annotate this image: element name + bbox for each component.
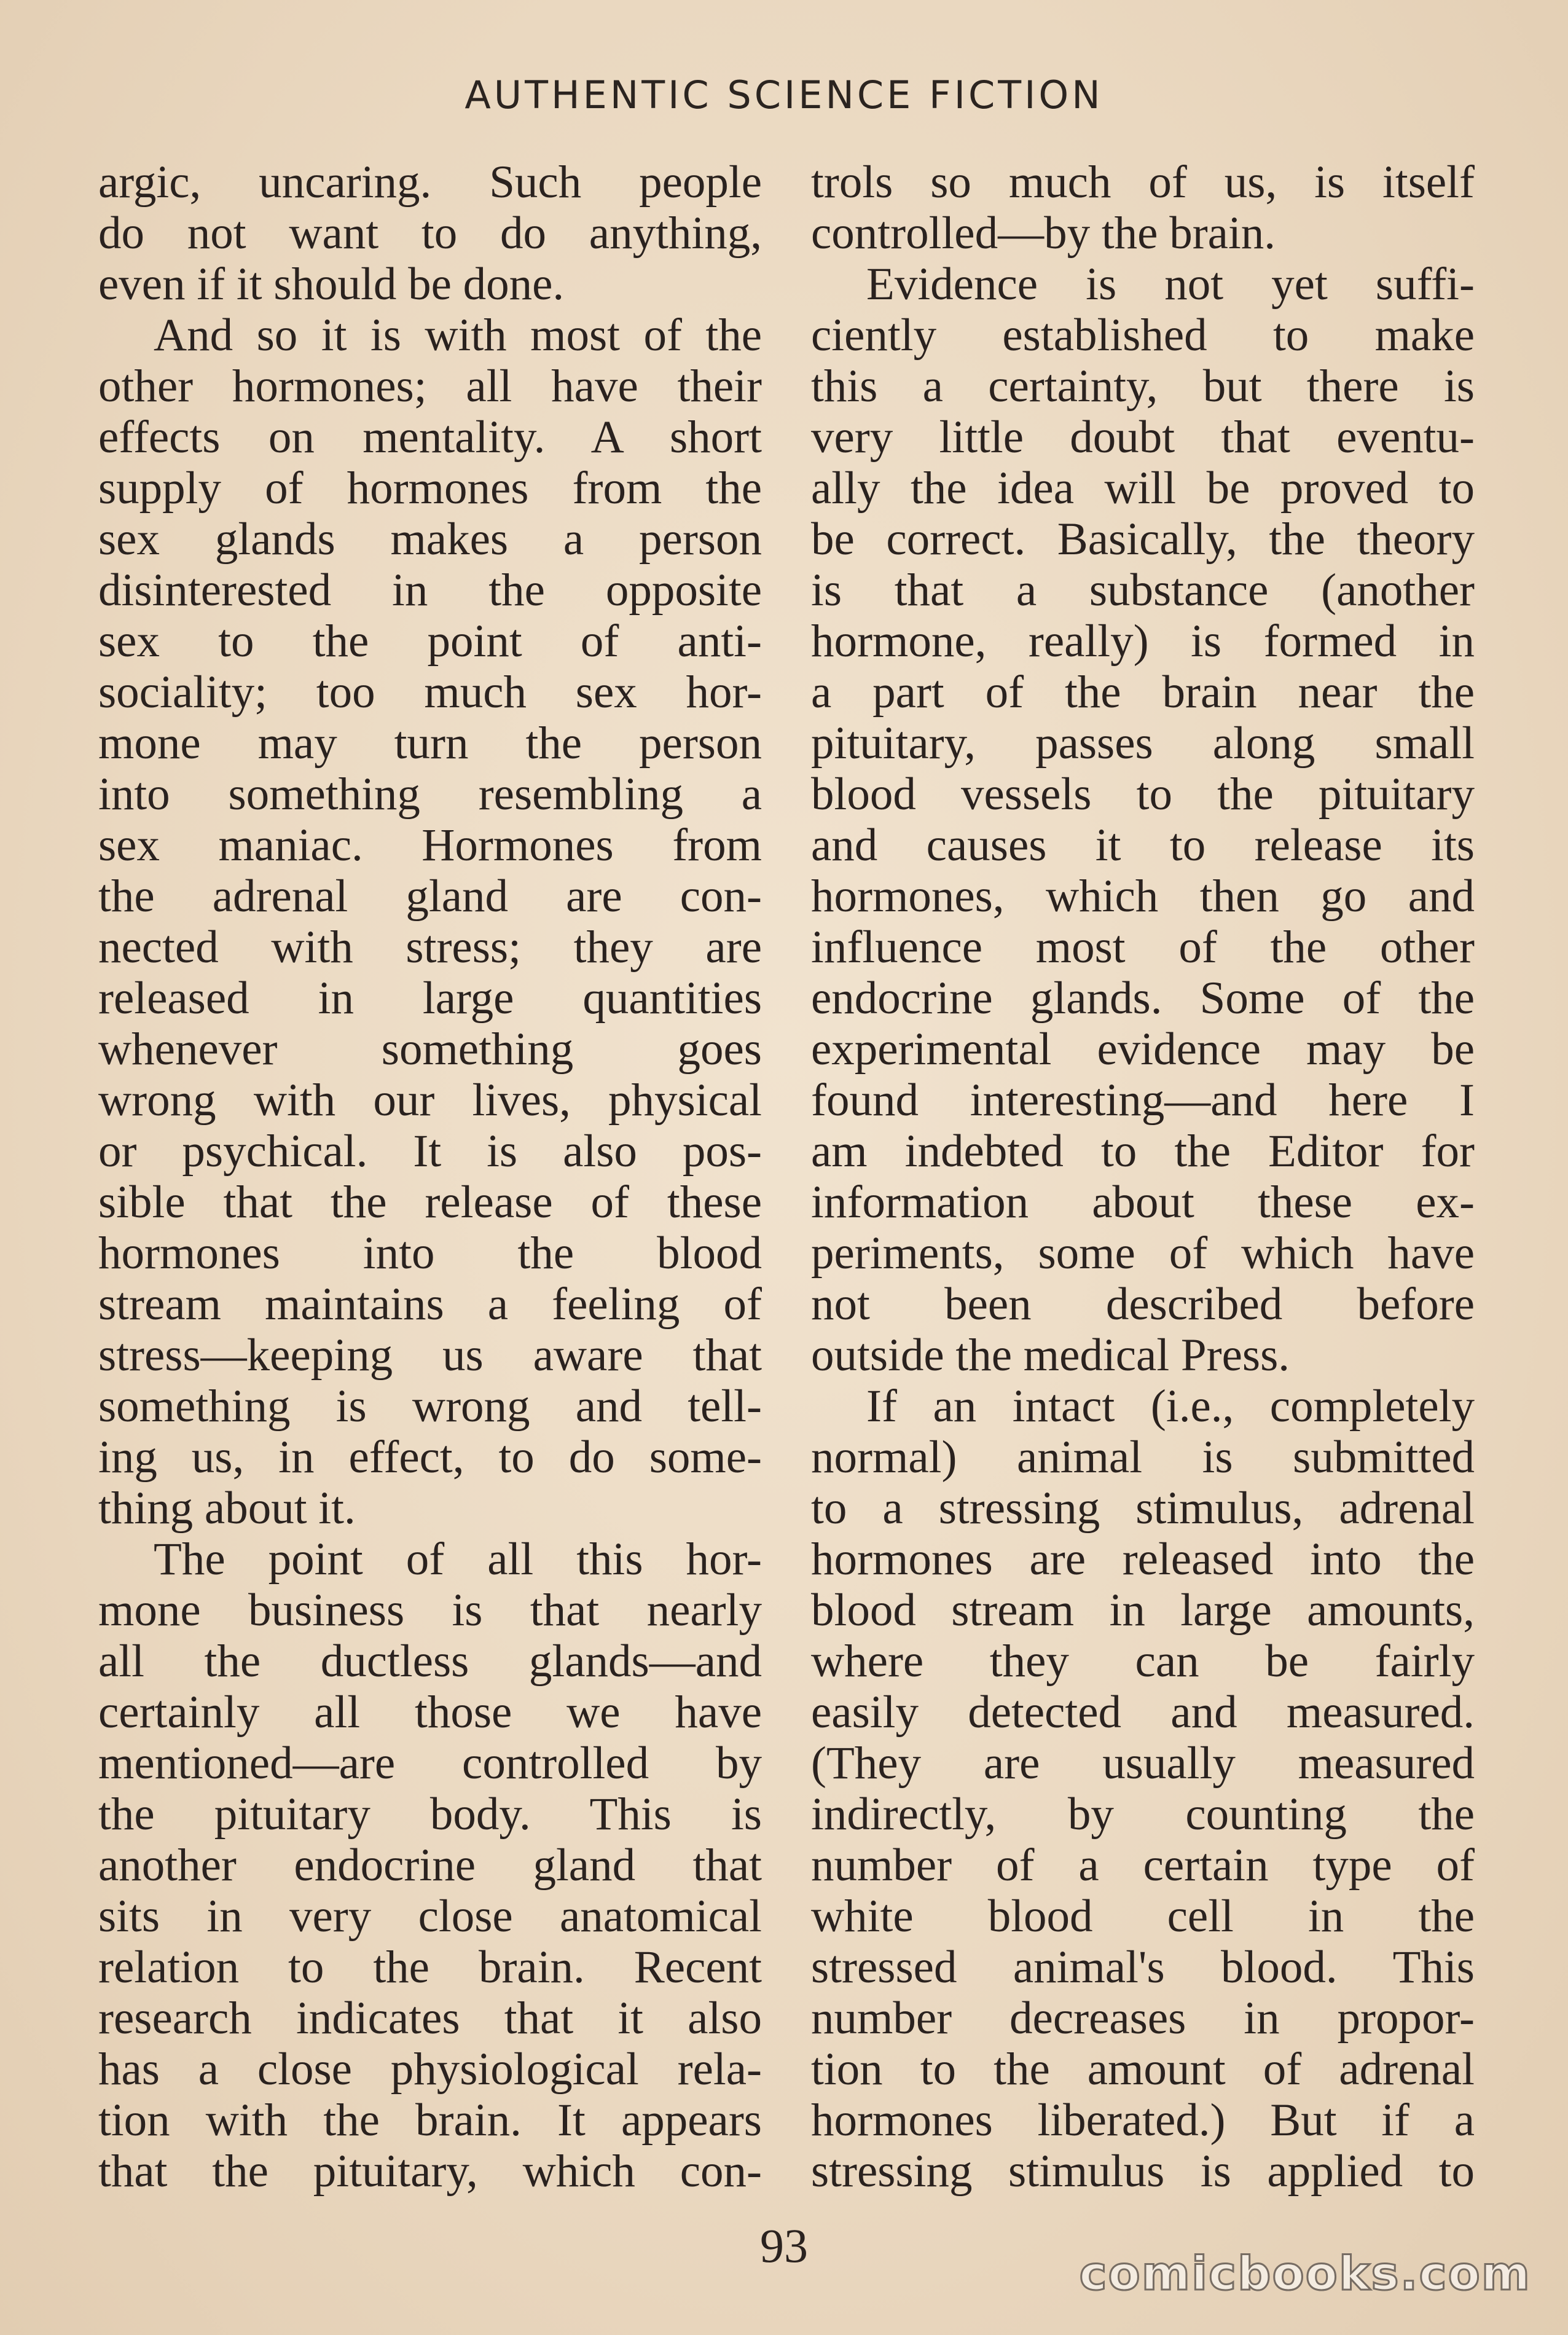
text-line: mentioned—are controlled by [98, 1738, 762, 1789]
text-line: If an intact (i.e., completely [866, 1381, 1475, 1432]
text-line: stressed animal's blood. This [811, 1942, 1475, 1993]
text-line: wrong with our lives, physical [98, 1075, 762, 1126]
text-line: this a certainty, but there is [811, 361, 1475, 412]
left-text-column [98, 157, 762, 2197]
text-line: outside the medical Press. [811, 1330, 1290, 1381]
text-line: am indebted to the Editor for [811, 1126, 1475, 1177]
text-line: (They are usually measured [811, 1738, 1475, 1789]
text-line: influence most of the other [811, 922, 1475, 973]
text-line: information about these ex- [811, 1177, 1475, 1228]
text-line: nected with stress; they are [98, 922, 762, 973]
text-line: the pituitary body. This is [98, 1789, 762, 1840]
text-line: thing about it. [98, 1483, 356, 1534]
text-line: periments, some of which have [811, 1228, 1475, 1279]
page-number: 93 [760, 2219, 808, 2272]
text-line: hormone, really) is formed in [811, 616, 1475, 667]
text-line: that the pituitary, which con- [98, 2146, 762, 2197]
text-line: mone business is that nearly [98, 1585, 762, 1636]
text-line: blood vessels to the pituitary [811, 769, 1475, 820]
text-line: Evidence is not yet suffi- [866, 259, 1475, 310]
text-line: stress—keeping us aware that [98, 1330, 762, 1381]
text-line: and causes it to release its [811, 820, 1475, 871]
text-line: sex to the point of anti- [98, 616, 762, 667]
text-line: a part of the brain near the [811, 667, 1475, 718]
text-line: ing us, in effect, to do some- [98, 1432, 762, 1483]
text-line: argic, uncaring. Such people [98, 157, 762, 208]
text-line: other hormones; all have their [98, 361, 762, 412]
text-line: whenever something goes [98, 1024, 762, 1075]
text-line: not been described before [811, 1279, 1475, 1330]
text-line: to a stressing stimulus, adrenal [811, 1483, 1475, 1534]
text-line: easily detected and measured. [811, 1687, 1475, 1738]
text-line: hormones liberated.) But if a [811, 2095, 1475, 2146]
text-line: very little doubt that eventu- [811, 412, 1475, 463]
text-line: into something resembling a [98, 769, 762, 820]
text-line: effects on mentality. A short [98, 412, 762, 463]
text-line: pituitary, passes along small [811, 718, 1475, 769]
text-line: normal) animal is submitted [811, 1432, 1475, 1483]
text-line: stressing stimulus is applied to [811, 2146, 1475, 2197]
text-line: The point of all this hor- [154, 1534, 762, 1585]
text-line: all the ductless glands—and [98, 1636, 762, 1687]
text-line: tion with the brain. It appears [98, 2095, 762, 2146]
text-line: research indicates that it also [98, 1993, 762, 2044]
text-line: sociality; too much sex hor- [98, 667, 762, 718]
text-line: even if it should be done. [98, 259, 565, 310]
text-line: blood stream in large amounts, [811, 1585, 1475, 1636]
text-line: where they can be fairly [811, 1636, 1475, 1687]
text-line: experimental evidence may be [811, 1024, 1475, 1075]
text-line: number decreases in propor- [811, 1993, 1475, 2044]
text-line: number of a certain type of [811, 1840, 1475, 1891]
text-line: sex maniac. Hormones from [98, 820, 762, 871]
text-line: relation to the brain. Recent [98, 1942, 762, 1993]
text-line: has a close physiological rela- [98, 2044, 762, 2095]
text-line: ally the idea will be proved to [811, 463, 1475, 514]
text-line: stream maintains a feeling of [98, 1279, 762, 1330]
text-line: sex glands makes a person [98, 514, 762, 565]
text-line: hormones, which then go and [811, 871, 1475, 922]
text-line: is that a substance (another [811, 565, 1475, 616]
text-line: do not want to do anything, [98, 208, 762, 259]
text-line: endocrine glands. Some of the [811, 973, 1475, 1024]
text-line: found interesting—and here I [811, 1075, 1475, 1126]
text-line: or psychical. It is also pos- [98, 1126, 762, 1177]
text-line: controlled—by the brain. [811, 208, 1276, 259]
running-title: AUTHENTIC SCIENCE FICTION [465, 73, 1103, 117]
right-text-column [811, 157, 1475, 2197]
text-line: sits in very close anatomical [98, 1891, 762, 1942]
text-line: And so it is with most of the [154, 310, 762, 361]
text-line: supply of hormones from the [98, 463, 762, 514]
text-line: indirectly, by counting the [811, 1789, 1475, 1840]
text-line: ciently established to make [811, 310, 1475, 361]
text-line: sible that the release of these [98, 1177, 762, 1228]
text-line: the adrenal gland are con- [98, 871, 762, 922]
text-line: hormones into the blood [98, 1228, 762, 1279]
text-line: mone may turn the person [98, 718, 762, 769]
text-line: trols so much of us, is itself [811, 157, 1475, 208]
text-line: certainly all those we have [98, 1687, 762, 1738]
text-line: white blood cell in the [811, 1891, 1475, 1942]
text-line: tion to the amount of adrenal [811, 2044, 1475, 2095]
watermark-logo: comicbooks.com [1079, 2246, 1531, 2301]
text-line: another endocrine gland that [98, 1840, 762, 1891]
text-line: released in large quantities [98, 973, 762, 1024]
text-line: disinterested in the opposite [98, 565, 762, 616]
text-line: something is wrong and tell- [98, 1381, 762, 1432]
text-line: hormones are released into the [811, 1534, 1475, 1585]
text-line: be correct. Basically, the theory [811, 514, 1475, 565]
